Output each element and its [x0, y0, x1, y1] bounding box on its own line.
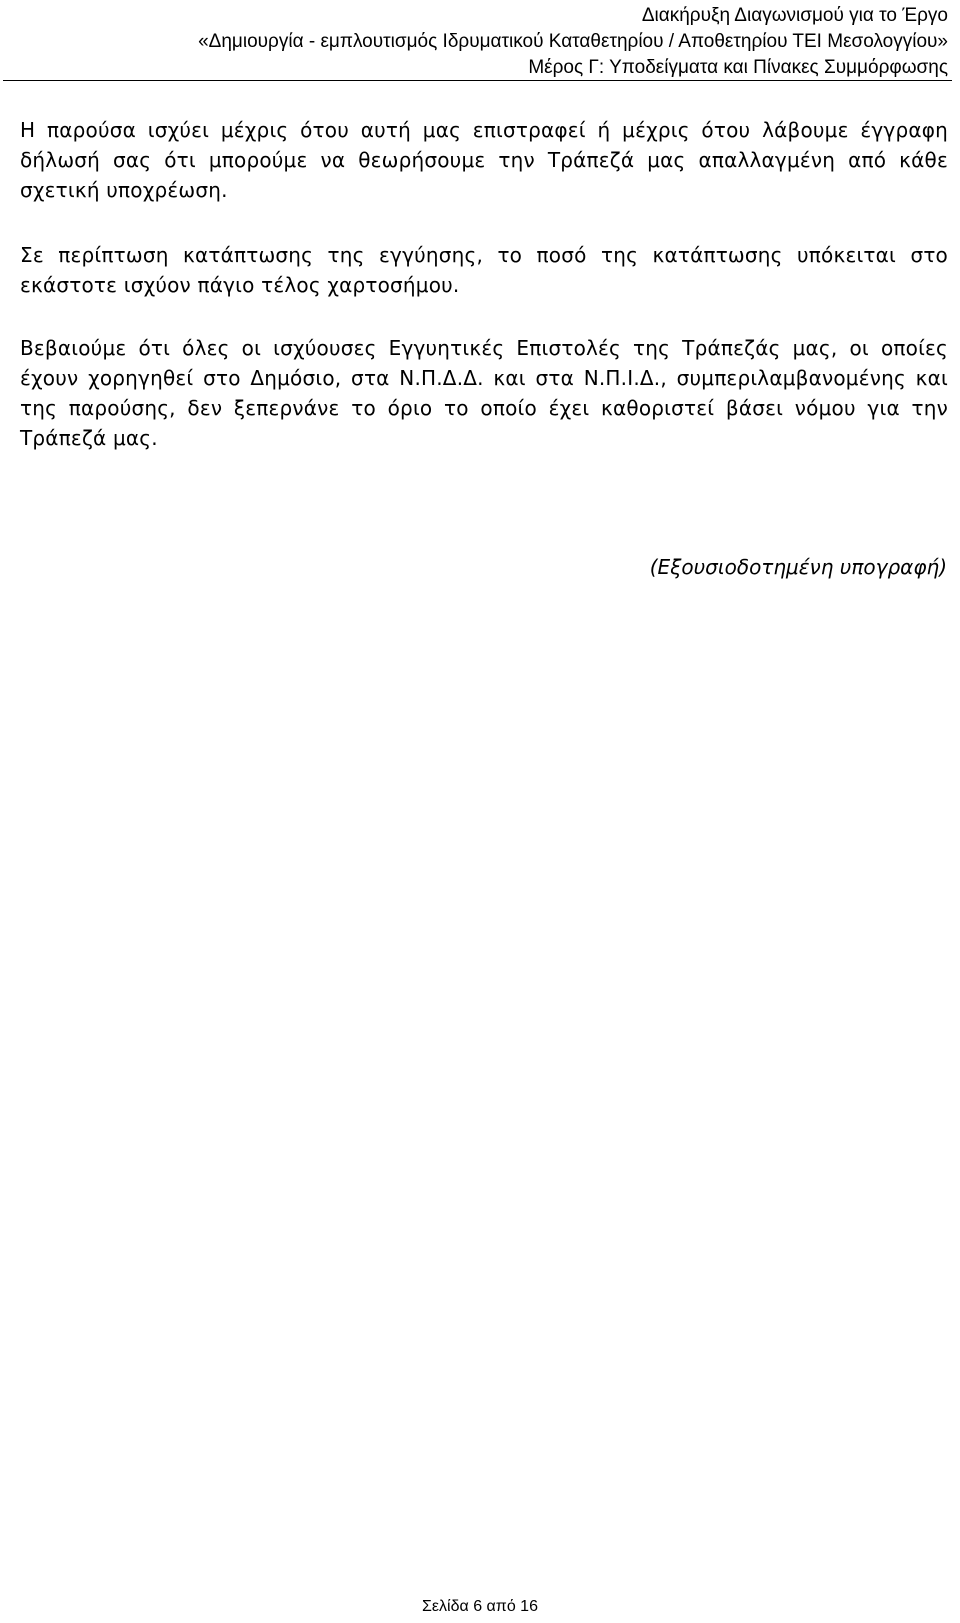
paragraph-validity: Η παρούσα ισχύει μέχρις ότου αυτή μας επιστραφεί ή μέχρις ότου λάβουμε έγγραφη δήλωσή σας ότι μπορούμε να θεωρήσουμε την Τράπεζά μας απαλλαγμένη από κάθε σχετική υποχρέωση. — [20, 118, 948, 202]
page-number: Σελίδα 6 από 16 — [422, 1598, 538, 1615]
paragraph-guarantee-limit: Βεβαιούμε ότι όλες οι ισχύουσες Εγγυητικές Επιστολές της Τράπεζάς μας, οι οποίες έχουν χορηγηθεί στο Δημόσιο, στα Ν.Π.Δ.Δ. και στα Ν.Π.Ι.Δ., συμπεριλαμβανομένης και της παρούσης, δεν ξεπερνάνε το όριο το οποίο έχει καθοριστεί βάσει νόμου για την Τράπεζά μας. — [20, 336, 948, 450]
header-project-title: «Δημιουργία - εμπλουτισμός Ιδρυματικού Καταθετηρίου / Αποθετηρίου ΤΕΙ Μεσολογγίου» — [198, 31, 948, 52]
paragraph-stamp-duty: Σε περίπτωση κατάπτωσης της εγγύησης, το ποσό της κατάπτωσης υπόκειται στο εκάστοτε ισχύον πάγιο τέλος χαρτοσήμου. — [20, 243, 948, 297]
header-divider — [3, 80, 952, 81]
header-section-title: Μέρος Γ: Υποδείγματα και Πίνακες Συμμόρφωσης — [528, 57, 948, 78]
authorized-signature-label: (Εξουσιοδοτημένη υπογραφή) — [649, 555, 947, 579]
header-document-title: Διακήρυξη Διαγωνισμού για το Έργο — [641, 5, 948, 26]
page-header — [0, 0, 960, 82]
